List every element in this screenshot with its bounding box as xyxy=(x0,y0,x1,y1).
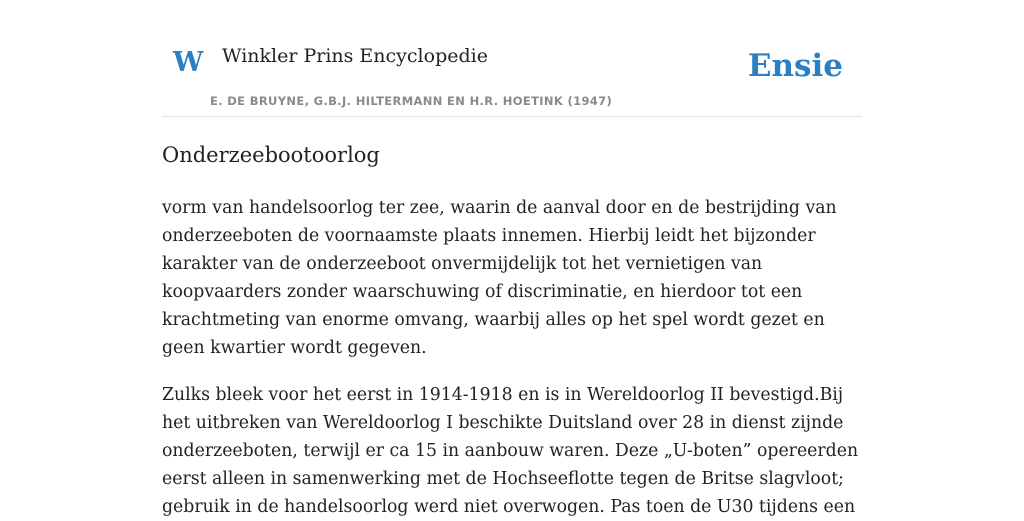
article-paragraph: vorm van handelsoorlog ter zee, waarin de aanval door en de bestrijding van onderzeeboten de voornaamste plaats innemen. Hierbij leidt het bijzonder karakter van de onderzeeboot onvermijdelijk tot het vernietigen van koopvaarders zonder waarschuwing of discriminatie, en hierdoor tot een krachtmeting van enorme omvang, waarbij alles op het spel wordt gezet en geen kwartier wordt gegeven. xyxy=(162,198,837,358)
page xyxy=(162,0,862,521)
publication-logo[interactable]: W xyxy=(173,47,204,78)
header xyxy=(162,0,862,117)
article-paragraph: Zulks bleek voor het eerst in 1914-1918 en is in Wereldoorlog II bevestigd.Bij het uitbreken van Wereldoorlog I beschikte Duitsland over 28 in dienst zijnde onderzeeboten, terwijl er ca 15 in aanbouw waren. Deze „U-boten” opereerden eerst alleen in samenwerking met de Hochseeflotte tegen de Britse slagvloot; gebruik in de handelsoorlog werd niet overwogen. Pas toen de U30 tijdens een xyxy=(162,385,859,517)
ensie-logo[interactable]: Ensie xyxy=(747,48,843,84)
article-title: Onderzeebootoorlog xyxy=(162,143,380,167)
authors-byline: E. DE BRUYNE, G.B.J. HILTERMANN EN H.R. HOETINK (1947) xyxy=(210,94,613,108)
book-title[interactable]: Winkler Prins Encyclopedie xyxy=(222,45,488,67)
